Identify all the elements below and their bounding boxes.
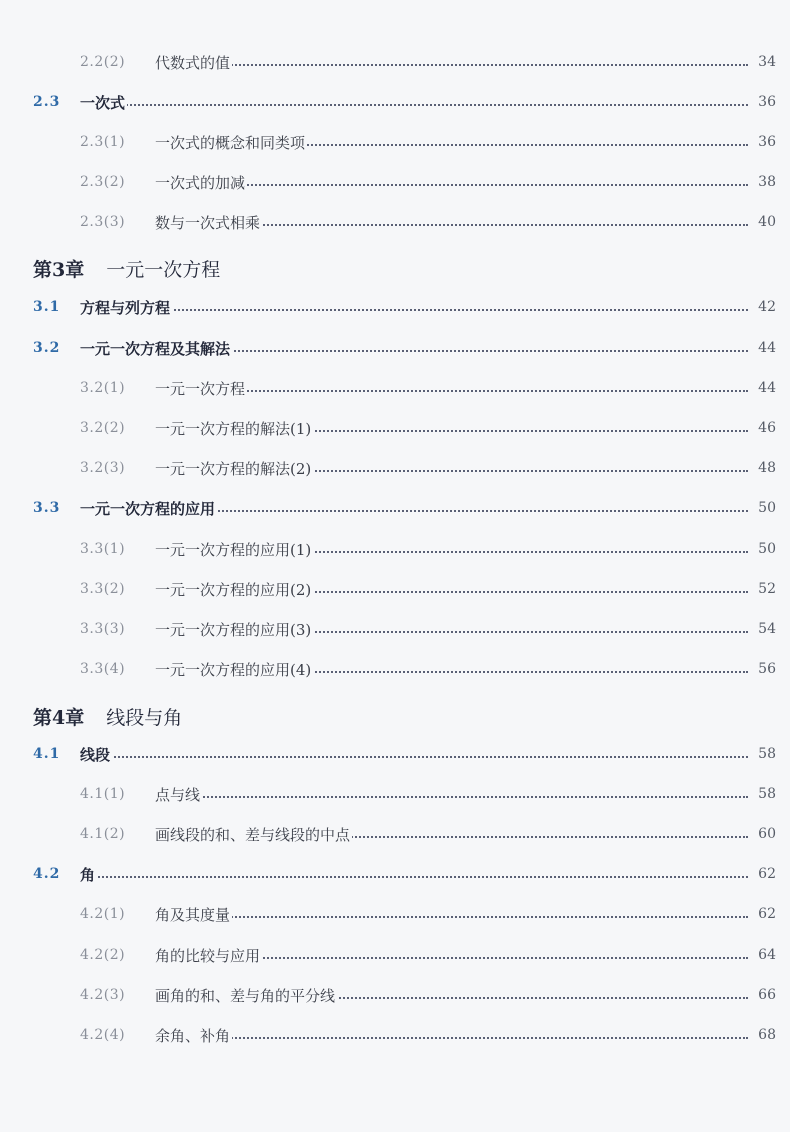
toc-entry[interactable] <box>0 983 790 1007</box>
entry-number: 3.2(2) <box>80 420 126 436</box>
chapter-title: 线段与角 <box>106 706 183 729</box>
entry-title: 数与一次式相乘 <box>155 213 261 232</box>
entry-number: 3.2(1) <box>80 380 126 396</box>
toc-entry[interactable] <box>0 782 790 806</box>
entry-title: 角及其度量 <box>155 905 231 924</box>
entry-title: 一元一次方程的应用(3) <box>155 620 312 639</box>
dot-leader <box>160 64 748 66</box>
toc-entry[interactable] <box>0 496 790 520</box>
entry-title: 画角的和、差与角的平分线 <box>155 986 336 1005</box>
entry-page: 56 <box>755 661 776 677</box>
toc-entry[interactable] <box>0 617 790 641</box>
chapter-heading[interactable] <box>33 701 182 731</box>
toc-entry[interactable] <box>0 295 790 319</box>
entry-page: 46 <box>755 420 776 436</box>
entry-number: 4.2 <box>33 866 61 882</box>
toc-entry[interactable] <box>0 336 790 360</box>
dot-leader <box>90 309 748 311</box>
dot-leader <box>160 390 748 392</box>
entry-title: 一元一次方程的解法(2) <box>155 459 312 478</box>
entry-page: 38 <box>755 174 776 190</box>
entry-title: 一元一次方程的应用(4) <box>155 660 312 679</box>
dot-leader <box>90 756 748 758</box>
entry-page: 66 <box>755 987 776 1003</box>
entry-title: 代数式的值 <box>155 53 231 72</box>
entry-page: 58 <box>755 786 776 802</box>
toc-entry[interactable] <box>0 456 790 480</box>
entry-title: 一次式 <box>80 93 126 112</box>
toc-entry[interactable] <box>0 822 790 846</box>
entry-number: 4.2(1) <box>80 906 126 922</box>
entry-number: 3.3 <box>33 500 61 516</box>
entry-title: 点与线 <box>155 785 201 804</box>
toc-entry[interactable] <box>0 90 790 114</box>
entry-page: 60 <box>755 826 776 842</box>
chapter-title: 一元一次方程 <box>106 258 221 281</box>
toc-entry[interactable] <box>0 577 790 601</box>
dot-leader <box>90 104 748 106</box>
toc-entry[interactable] <box>0 50 790 74</box>
entry-page: 44 <box>755 380 776 396</box>
entry-page: 58 <box>755 746 776 762</box>
dot-leader <box>160 796 748 798</box>
entry-page: 36 <box>755 94 776 110</box>
entry-title: 一次式的加减 <box>155 173 246 192</box>
entry-number: 4.1(2) <box>80 826 126 842</box>
entry-number: 4.2(3) <box>80 987 126 1003</box>
toc-entry[interactable] <box>0 742 790 766</box>
toc-entry[interactable] <box>0 537 790 561</box>
entry-number: 3.1 <box>33 299 61 315</box>
entry-page: 50 <box>755 500 776 516</box>
toc-entry[interactable] <box>0 657 790 681</box>
entry-number: 3.2(3) <box>80 460 126 476</box>
toc-entry[interactable] <box>0 170 790 194</box>
entry-number: 2.3(3) <box>80 214 126 230</box>
entry-number: 3.3(3) <box>80 621 126 637</box>
entry-title: 余角、补角 <box>155 1026 231 1045</box>
entry-number: 2.3(2) <box>80 174 126 190</box>
toc-entry[interactable] <box>0 943 790 967</box>
chapter-label: 第4章 <box>33 706 85 729</box>
entry-page: 36 <box>755 134 776 150</box>
entry-title: 画线段的和、差与线段的中点 <box>155 825 351 844</box>
dot-leader <box>160 1037 748 1039</box>
toc-entry[interactable] <box>0 902 790 926</box>
entry-number: 2.3(1) <box>80 134 126 150</box>
entry-number: 3.3(4) <box>80 661 126 677</box>
toc-entry[interactable] <box>0 130 790 154</box>
entry-page: 42 <box>755 299 776 315</box>
entry-title: 一元一次方程的应用(2) <box>155 580 312 599</box>
chapter-heading[interactable] <box>33 253 220 283</box>
entry-page: 44 <box>755 340 776 356</box>
toc-entry[interactable] <box>0 1023 790 1047</box>
entry-title: 方程与列方程 <box>80 298 171 317</box>
toc-entry[interactable] <box>0 376 790 400</box>
entry-page: 62 <box>755 866 776 882</box>
entry-title: 一元一次方程的应用 <box>80 499 216 518</box>
entry-title: 一元一次方程的解法(1) <box>155 419 312 438</box>
dot-leader <box>160 184 748 186</box>
entry-number: 3.3(1) <box>80 541 126 557</box>
entry-title: 一元一次方程的应用(1) <box>155 540 312 559</box>
dot-leader <box>90 876 748 878</box>
entry-title: 一次式的概念和同类项 <box>155 133 306 152</box>
entry-number: 3.2 <box>33 340 61 356</box>
entry-page: 50 <box>755 541 776 557</box>
toc-entry[interactable] <box>0 210 790 234</box>
entry-number: 4.1(1) <box>80 786 126 802</box>
entry-page: 48 <box>755 460 776 476</box>
chapter-label: 第3章 <box>33 258 85 281</box>
entry-page: 52 <box>755 581 776 597</box>
entry-title: 一元一次方程及其解法 <box>80 339 231 358</box>
entry-page: 54 <box>755 621 776 637</box>
entry-page: 64 <box>755 947 776 963</box>
dot-leader <box>160 916 748 918</box>
entry-title: 角 <box>80 865 96 884</box>
entry-page: 62 <box>755 906 776 922</box>
entry-page: 68 <box>755 1027 776 1043</box>
toc-entry[interactable] <box>0 416 790 440</box>
entry-number: 4.2(4) <box>80 1027 126 1043</box>
entry-title: 一元一次方程 <box>155 379 246 398</box>
entry-number: 3.3(2) <box>80 581 126 597</box>
entry-page: 34 <box>755 54 776 70</box>
entry-number: 4.2(2) <box>80 947 126 963</box>
toc-entry[interactable] <box>0 862 790 886</box>
entry-number: 4.1 <box>33 746 61 762</box>
entry-number: 2.2(2) <box>80 54 126 70</box>
entry-number: 2.3 <box>33 94 61 110</box>
entry-page: 40 <box>755 214 776 230</box>
entry-title: 角的比较与应用 <box>155 946 261 965</box>
entry-title: 线段 <box>80 745 111 764</box>
